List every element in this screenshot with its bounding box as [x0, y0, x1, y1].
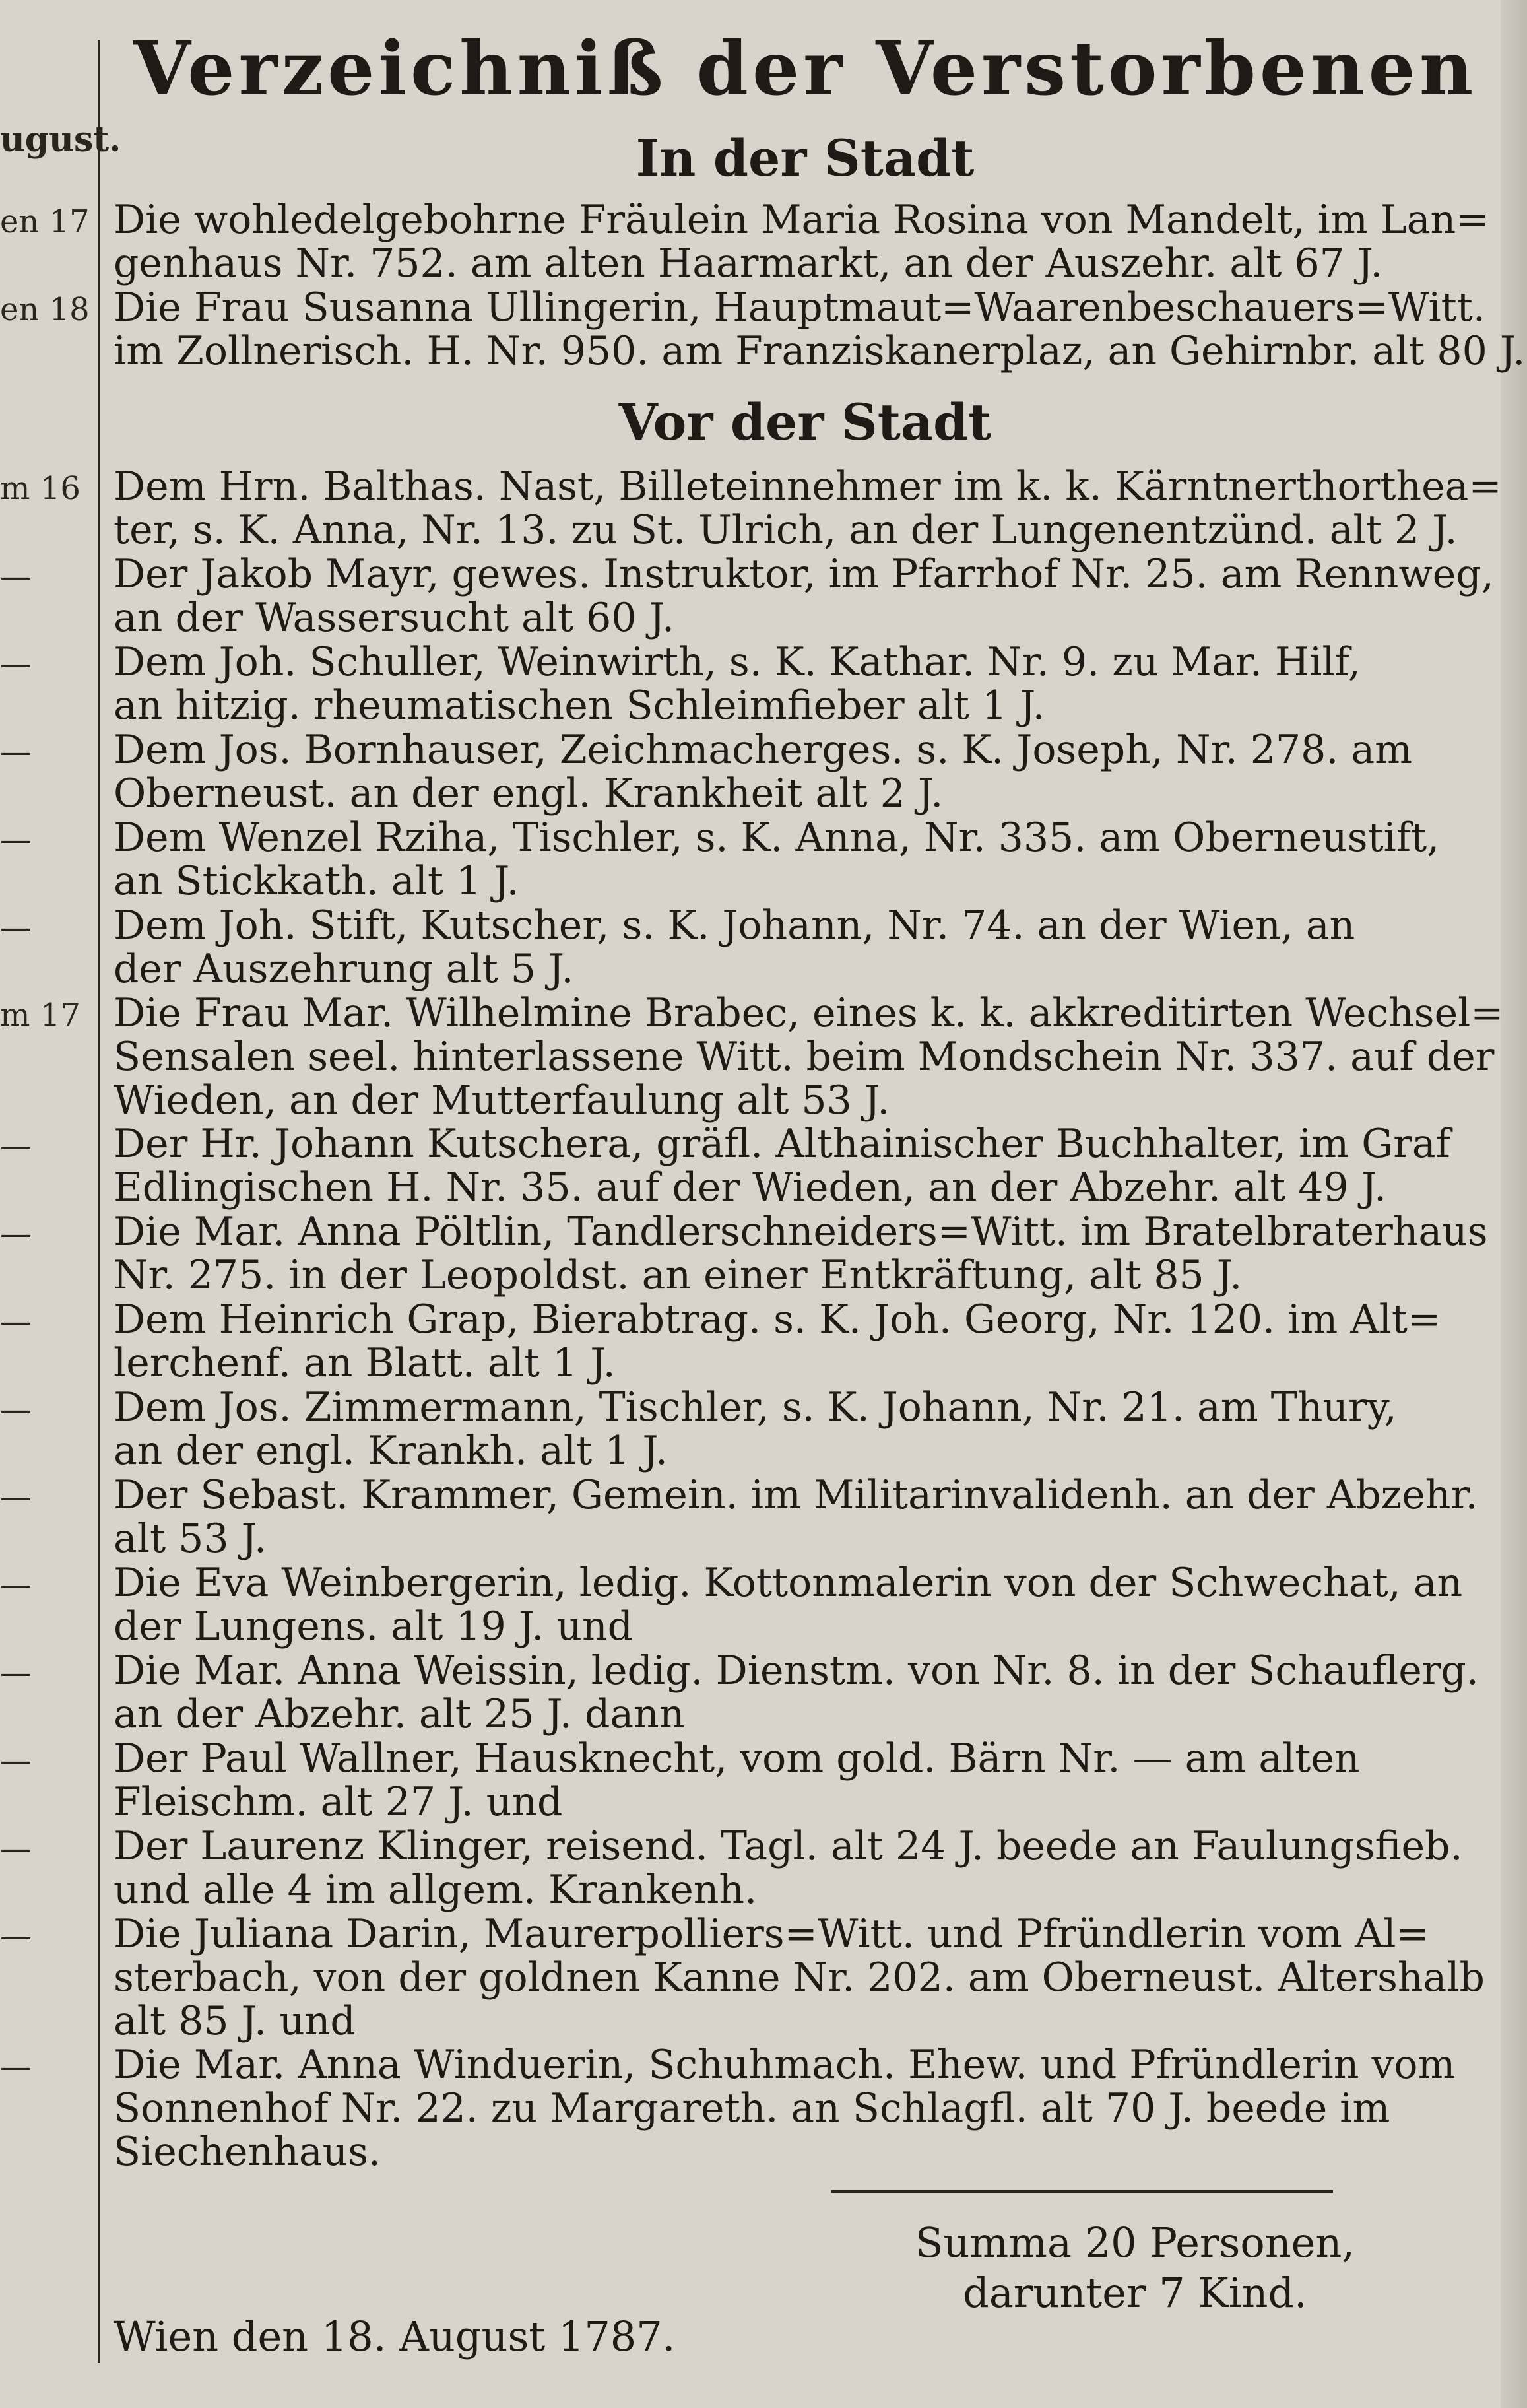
entry [0, 286, 1527, 374]
entry-line: Dem Jos. Bornhauser, Zeichmacherges. s. K. Joseph, Nr. 278. am [114, 727, 1413, 773]
in-city-entries [0, 198, 1527, 374]
entry-date: en 18 [0, 291, 90, 328]
entry-line: Die Mar. Anna Pöltlin, Tandlerschneiders=Witt. im Bratelbraterhaus [114, 1209, 1488, 1255]
entry [0, 816, 1527, 904]
entry-text [114, 1210, 1486, 1297]
entry-date: — [0, 821, 32, 858]
entry-line: alt 53 J. [114, 1516, 267, 1562]
entry-line: Fleischm. alt 27 J. und [114, 1779, 563, 1825]
entry-text [114, 463, 1502, 553]
entry-line: und alle 4 im allgem. Krankenh. [114, 1867, 758, 1913]
entry-text [114, 1912, 1486, 2043]
entry-text [114, 197, 1489, 286]
entry-line: Die Frau Susanna Ullingerin, Hauptmaut=Waarenbeschauers=Witt. [114, 284, 1485, 331]
entry-text [114, 1122, 1486, 1209]
entry-line: Dem Jos. Zimmermann, Tischler, s. K. Johann, Nr. 21. am Thury, [114, 1384, 1397, 1430]
entry-line: Der Jakob Mayr, gewes. Instruktor, im Pfarrhof Nr. 25. am Rennweg, [114, 551, 1494, 597]
entry-line: alt 85 J. und [114, 1998, 356, 2044]
entry [0, 198, 1527, 286]
entry-text [114, 640, 1486, 727]
entry-text [114, 1386, 1486, 1473]
entry-text [114, 284, 1526, 374]
entry-date: — [0, 1215, 32, 1252]
entry [0, 1737, 1527, 1824]
summary-children: darunter 7 Kind. [963, 2269, 1307, 2317]
entry-line: Wieden, an der Mutterfaulung alt 53 J. [114, 1077, 890, 1123]
entry-line: Dem Joh. Schuller, Weinwirth, s. K. Kathar. Nr. 9. zu Mar. Hilf, [114, 639, 1361, 685]
entry-date: — [0, 1654, 32, 1691]
footer-date: Wien den 18. August 1787. [114, 2312, 676, 2360]
entry-line: Dem Wenzel Rziha, Tischler, s. K. Anna, Nr. 335. am Oberneustift, [114, 815, 1440, 861]
entry-date: — [0, 1127, 32, 1164]
entry-line: Die Eva Weinbergerin, ledig. Kottonmalerin von der Schwechat, an [114, 1560, 1463, 1606]
summary-total: Summa 20 Personen, [915, 2219, 1355, 2267]
entry-text [114, 1649, 1486, 1736]
entry-line: Sensalen seel. hinterlassene Witt. beim Mondschein Nr. 337. auf der [114, 1034, 1495, 1080]
entry-line: an der Abzehr. alt 25 J. dann [114, 1691, 685, 1737]
entry-line: Die Mar. Anna Winduerin, Schuhmach. Ehew. und Pfründlerin vom [114, 2042, 1456, 2088]
entry-date: en 17 [0, 203, 90, 240]
outside-entries [0, 465, 1527, 2174]
entry-line: der Auszehrung alt 5 J. [114, 946, 574, 992]
summary-divider [831, 2190, 1333, 2193]
entry-line: an der engl. Krankh. alt 1 J. [114, 1428, 668, 1474]
entry-text [114, 904, 1486, 991]
entry-line: Der Hr. Johann Kutschera, gräfl. Althainischer Buchhalter, im Graf [114, 1121, 1450, 1167]
entry-date: — [0, 1566, 32, 1603]
entry-line: Die Mar. Anna Weissin, ledig. Dienstm. von Nr. 8. in der Schauflerg. [114, 1648, 1479, 1694]
entry-date: — [0, 1479, 32, 1516]
entry-line: Die wohledelgebohrne Fräulein Maria Rosina von Mandelt, im Lan= [114, 197, 1489, 243]
entry-text [114, 2043, 1486, 2174]
entry-date: — [0, 909, 32, 946]
entry [0, 552, 1527, 640]
entry-line: an der Wassersucht alt 60 J. [114, 595, 675, 641]
entry [0, 1561, 1527, 1649]
month-label: ugust. [0, 119, 121, 160]
entry-line: Dem Joh. Stift, Kutscher, s. K. Johann, Nr. 74. an der Wien, an [114, 902, 1355, 949]
entry-line: ter, s. K. Anna, Nr. 13. zu St. Ulrich, an der Lungenentzünd. alt 2 J. [114, 507, 1458, 553]
entry [0, 991, 1527, 1122]
entry [0, 1210, 1527, 1298]
page-title: Verzeichniß der Verstorbenen [133, 26, 1478, 112]
entry [0, 1298, 1527, 1386]
entry-date: — [0, 646, 32, 683]
entry-line: sterbach, von der goldnen Kanne Nr. 202. am Oberneust. Altershalb [114, 1955, 1485, 2001]
entry [0, 1386, 1527, 1473]
entry-text [114, 1561, 1486, 1648]
entry-line: Dem Hrn. Balthas. Nast, Billeteinnehmer im k. k. Kärntnerthorthea= [114, 463, 1502, 510]
entry-line: Nr. 275. in der Leopoldst. an einer Entkräftung, alt 85 J. [114, 1252, 1243, 1298]
entry-line: der Lungens. alt 19 J. und [114, 1603, 634, 1650]
entry-text [114, 728, 1486, 815]
entry-date: — [0, 1303, 32, 1340]
entry-text [114, 816, 1486, 903]
entry-text [114, 551, 1494, 641]
section-title-outside-city: Vor der Stadt [618, 393, 992, 452]
entry-line: Edlingischen H. Nr. 35. auf der Wieden, an der Abzehr. alt 49 J. [114, 1164, 1387, 1211]
entry-line: Der Paul Wallner, Hausknecht, vom gold. Bärn Nr. — am alten [114, 1735, 1360, 1782]
entry-line: Dem Heinrich Grap, Bierabtrag. s. K. Joh. Georg, Nr. 120. im Alt= [114, 1296, 1441, 1343]
entry [0, 465, 1527, 552]
entry-date: — [0, 1391, 32, 1428]
entry-line: Der Laurenz Klinger, reisend. Tagl. alt 24 J. beede an Faulungsfieb. [114, 1823, 1463, 1869]
entry-line: Oberneust. an der engl. Krankheit alt 2 J. [114, 770, 944, 817]
entry-line: im Zollnerisch. H. Nr. 950. am Franziskanerplaz, an Gehirnbr. alt 80 J. [114, 328, 1526, 374]
entry-text [114, 1737, 1486, 1824]
section-title-in-city: In der Stadt [635, 129, 975, 187]
entry [0, 1473, 1527, 1561]
entry [0, 904, 1527, 991]
entry [0, 1824, 1527, 1912]
entry-date: m 17 [0, 997, 81, 1034]
entry-line: Die Juliana Darin, Maurerpolliers=Witt. und Pfründlerin vom Al= [114, 1911, 1429, 1957]
entry-date: — [0, 1830, 32, 1867]
entry-date: m 16 [0, 470, 81, 507]
entry-line: Der Sebast. Krammer, Gemein. im Militarinvalidenh. an der Abzehr. [114, 1472, 1478, 1518]
entry-date: — [0, 558, 32, 595]
entry-line: Sonnenhof Nr. 22. zu Margareth. an Schlagfl. alt 70 J. beede im [114, 2085, 1390, 2131]
entry-text [114, 1473, 1486, 1560]
entry [0, 2043, 1527, 2174]
entry [0, 1912, 1527, 2043]
entry-line: an Stickkath. alt 1 J. [114, 858, 519, 904]
entry-text [114, 1824, 1486, 1912]
summary [904, 2218, 1366, 2318]
entry-date: — [0, 1918, 32, 1955]
entry-text [114, 1298, 1486, 1385]
entry-date: — [0, 1742, 32, 1779]
entry-text [114, 990, 1504, 1123]
entry [0, 1649, 1527, 1737]
entry [0, 1122, 1527, 1210]
entry-line: an hitzig. rheumatischen Schleimfieber alt 1 J. [114, 683, 1045, 729]
entry [0, 640, 1527, 728]
entry-date: — [0, 2048, 32, 2085]
entry-line: lerchenf. an Blatt. alt 1 J. [114, 1340, 616, 1386]
entry-line: genhaus Nr. 752. am alten Haarmarkt, an der Auszehr. alt 67 J. [114, 240, 1383, 286]
entry-date: — [0, 733, 32, 770]
entry [0, 728, 1527, 816]
entry-line: Siechenhaus. [114, 2129, 381, 2175]
entry-line: Die Frau Mar. Wilhelmine Brabec, eines k. k. akkreditirten Wechsel= [114, 990, 1504, 1036]
